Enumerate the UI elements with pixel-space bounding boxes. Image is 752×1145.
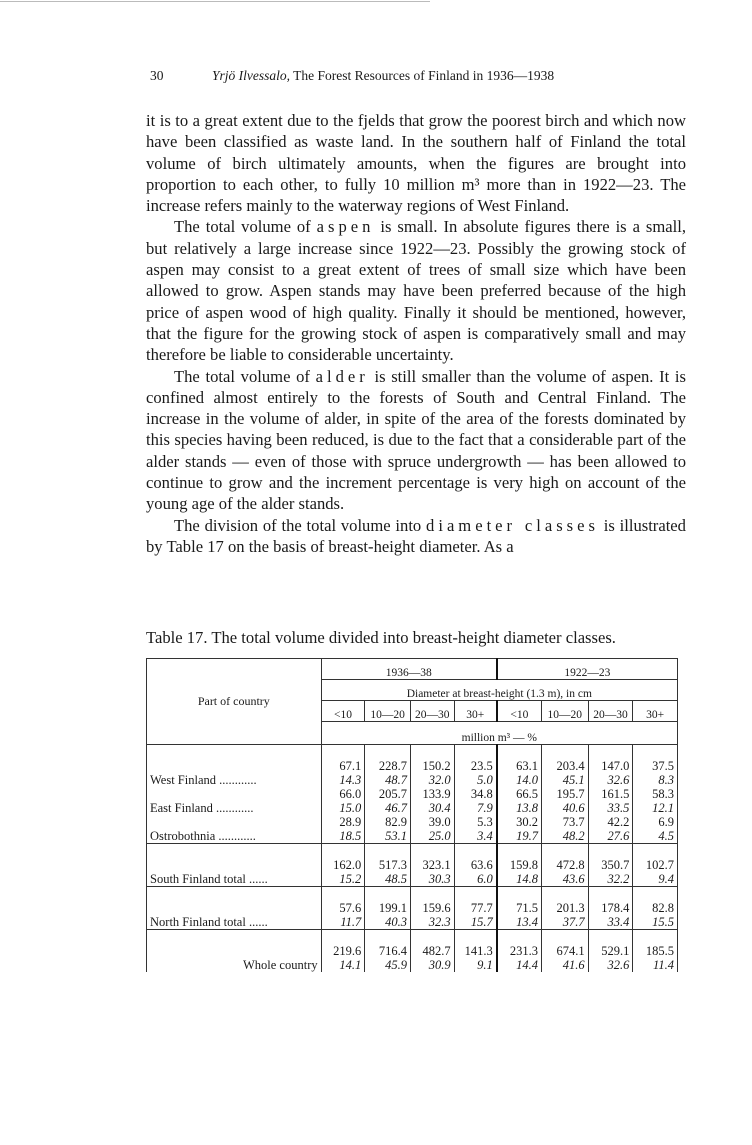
table-row	[147, 858, 678, 872]
volume-cell: 34.8	[470, 787, 493, 801]
percent-cell: 4.5	[633, 829, 678, 844]
percent-cell: 41.6	[541, 958, 588, 972]
volume-cell: 73.7	[541, 815, 588, 829]
volume-cell: 199.1	[365, 901, 411, 915]
volume-cell: 141.3	[464, 944, 493, 958]
group-spacer	[147, 887, 678, 902]
percent-cell: 15.7	[470, 915, 493, 929]
volume-cell: 6.9	[633, 815, 678, 829]
percent-cell: 27.6	[588, 829, 633, 844]
percent-cell: 14.0	[497, 773, 542, 787]
table-row	[147, 944, 678, 958]
volume-cell: 201.3	[541, 901, 588, 915]
percent-cell: 32.6	[588, 773, 633, 787]
volume-cell: 150.2	[410, 759, 454, 773]
volume-cell: 30.2	[497, 815, 542, 829]
row-label: West Finland ............	[147, 759, 322, 787]
volume-cell: 228.7	[365, 759, 411, 773]
percent-cell: 40.6	[541, 801, 588, 815]
class-header: 20—30	[410, 701, 454, 722]
author-name: Yrjö Ilvessalo,	[212, 68, 291, 83]
volume-cell: 82.9	[365, 815, 411, 829]
percent-cell: 13.8	[497, 801, 542, 815]
volume-cell: 147.0	[588, 759, 633, 773]
running-title	[212, 68, 554, 84]
percent-cell: 13.4	[497, 915, 542, 930]
unit-header: million m³ — %	[321, 722, 677, 745]
percent-cell: 53.1	[365, 829, 411, 844]
percent-cell: 30.3	[410, 872, 454, 887]
percent-cell: 7.9	[477, 801, 493, 815]
emphasis-aspen: aspen	[316, 217, 375, 237]
volume-cell: 66.0	[321, 787, 365, 801]
volume-cell: 23.5	[470, 759, 493, 773]
percent-cell: 32.2	[588, 872, 633, 887]
percent-cell: 9.1	[477, 958, 493, 972]
percent-cell: 48.5	[365, 872, 411, 887]
percent-cell: 14.4	[497, 958, 542, 972]
percent-cell: 6.0	[477, 872, 493, 886]
top-scan-rule	[0, 1, 430, 2]
volume-cell: 133.9	[410, 787, 454, 801]
percent-cell: 14.8	[497, 872, 542, 887]
volume-cell: 205.7	[365, 787, 411, 801]
class-header: <10	[321, 701, 365, 722]
percent-cell: 37.7	[541, 915, 588, 930]
volume-cell: 159.8	[497, 858, 542, 872]
class-header: 20—30	[588, 701, 633, 722]
volume-cell: 161.5	[588, 787, 633, 801]
percent-cell: 18.5	[321, 829, 365, 844]
page-number: 30	[150, 68, 164, 83]
table-row	[147, 901, 678, 915]
percent-cell: 11.4	[633, 958, 678, 972]
paragraph-birch: it is to a great extent due to the fjelds that grow the poorest birch and which now have been classified as waste land. In the southern half of Finland the total volume of birch ultimately amounts, when the figures are brought into proportion to each other, to fully 10 million m³ more than in 1922—23. The increase refers mainly to the waterway regions of West Finland.	[146, 111, 686, 216]
volume-cell: 63.1	[497, 759, 542, 773]
volume-cell: 178.4	[588, 901, 633, 915]
percent-cell: 32.3	[410, 915, 454, 930]
volume-cell: 350.7	[588, 858, 633, 872]
volume-cell: 162.0	[321, 858, 365, 872]
percent-cell: 32.6	[588, 958, 633, 972]
row-label: Whole country	[147, 944, 322, 972]
volume-cell: 102.7	[633, 858, 678, 872]
table-row	[147, 759, 678, 773]
volume-cell: 57.6	[321, 901, 365, 915]
volume-cell: 674.1	[541, 944, 588, 958]
volume-cell: 472.8	[541, 858, 588, 872]
emphasis-diameter-classes: diameter classes	[426, 515, 599, 535]
class-header: 10—20	[541, 701, 588, 722]
percent-cell: 15.5	[633, 915, 678, 930]
volume-cell: 231.3	[497, 944, 542, 958]
volume-cell: 195.7	[541, 787, 588, 801]
volume-cell: 66.5	[497, 787, 542, 801]
percent-cell: 9.4	[633, 872, 678, 887]
volume-cell: 37.5	[633, 759, 678, 773]
volume-cell: 58.3	[633, 787, 678, 801]
row-label: North Finland total ......	[147, 901, 322, 930]
percent-cell: 25.0	[410, 829, 454, 844]
percent-cell: 30.9	[410, 958, 454, 972]
volume-cell: 185.5	[633, 944, 678, 958]
percent-cell: 45.9	[365, 958, 411, 972]
percent-cell: 48.2	[541, 829, 588, 844]
volume-cell: 219.6	[321, 944, 365, 958]
percent-cell: 45.1	[541, 773, 588, 787]
percent-cell: 33.4	[588, 915, 633, 930]
table-row	[147, 787, 678, 801]
period-1922-23-header: 1922—23	[497, 659, 678, 680]
percent-cell: 30.4	[410, 801, 454, 815]
class-header: 30+	[454, 701, 497, 722]
volume-cell: 71.5	[497, 901, 542, 915]
percent-cell: 12.1	[633, 801, 678, 815]
percent-cell: 46.7	[365, 801, 411, 815]
diameter-header: Diameter at breast-height (1.3 m), in cm	[321, 680, 677, 701]
percent-cell: 5.0	[477, 773, 493, 787]
volume-cell: 323.1	[410, 858, 454, 872]
paragraph-alder: The total volume of alder is still smaller than the volume of aspen. It is confined almost entirely to the forests of South and Central Finland. The increase in the volume of alder, in spite of the area of the forests dominated by this species having been reduced, is due to the fact that a considerable part of the alder stands — even of those with spruce undergrowth — has been allowed to continue to grow and the increment percentage is very high on account of the young age of the alder stands.	[146, 366, 686, 514]
volume-cell: 203.4	[541, 759, 588, 773]
volume-cell: 42.2	[588, 815, 633, 829]
group-spacer	[147, 844, 678, 859]
diameter-classes-table	[146, 658, 678, 972]
volume-cell: 77.7	[470, 901, 493, 915]
group-spacer	[147, 745, 678, 760]
percent-cell: 40.3	[365, 915, 411, 930]
percent-cell: 15.2	[321, 872, 365, 887]
row-label: East Finland ............	[147, 787, 322, 815]
volume-cell: 39.0	[410, 815, 454, 829]
volume-cell: 67.1	[321, 759, 365, 773]
percent-cell: 11.7	[321, 915, 365, 930]
class-header: <10	[497, 701, 542, 722]
percent-cell: 43.6	[541, 872, 588, 887]
volume-cell: 716.4	[365, 944, 411, 958]
paragraph-diameter: The division of the total volume into diameter classes is illustrated by Table 17 on the basis of breast-height diameter. As a	[146, 515, 686, 556]
volume-cell: 63.6	[470, 858, 493, 872]
book-title: The Forest Resources of Finland in 1936—1938	[293, 68, 555, 83]
volume-cell: 5.3	[477, 815, 493, 829]
volume-cell: 529.1	[588, 944, 633, 958]
percent-cell: 33.5	[588, 801, 633, 815]
percent-cell: 14.1	[321, 958, 365, 972]
percent-cell: 48.7	[365, 773, 411, 787]
group-spacer	[147, 930, 678, 945]
row-label: South Finland total ......	[147, 858, 322, 887]
percent-cell: 3.4	[477, 829, 493, 843]
percent-cell: 14.3	[321, 773, 365, 787]
volume-cell: 482.7	[410, 944, 454, 958]
percent-cell: 15.0	[321, 801, 365, 815]
part-of-country-header: Part of country	[147, 659, 322, 745]
paragraph-aspen: The total volume of aspen is small. In absolute figures there is a small, but relatively a large increase since 1922—23. Possibly the growing stock of aspen may consist to a great extent of trees of small size which have been allowed to grow. Aspen stands may have been preferred because of the high price of aspen wood of high quality. Finally it should be mentioned, however, that the figure for the growing stock of aspen is comparatively small and may therefore be liable to considerable uncertainty.	[146, 217, 686, 365]
row-label: Ostrobothnia ............	[147, 815, 322, 844]
class-header: 30+	[633, 701, 678, 722]
table-caption: Table 17. The total volume divided into breast-height diameter classes.	[146, 628, 616, 647]
class-header: 10—20	[365, 701, 411, 722]
volume-cell: 82.8	[633, 901, 678, 915]
volume-cell: 159.6	[410, 901, 454, 915]
emphasis-alder: alder	[315, 366, 369, 386]
percent-cell: 8.3	[633, 773, 678, 787]
volume-cell: 28.9	[321, 815, 365, 829]
percent-cell: 32.0	[410, 773, 454, 787]
period-1936-38-header: 1936—38	[321, 659, 497, 680]
percent-cell: 19.7	[497, 829, 542, 844]
volume-cell: 517.3	[365, 858, 411, 872]
table-row	[147, 815, 678, 829]
body-text	[146, 110, 686, 557]
